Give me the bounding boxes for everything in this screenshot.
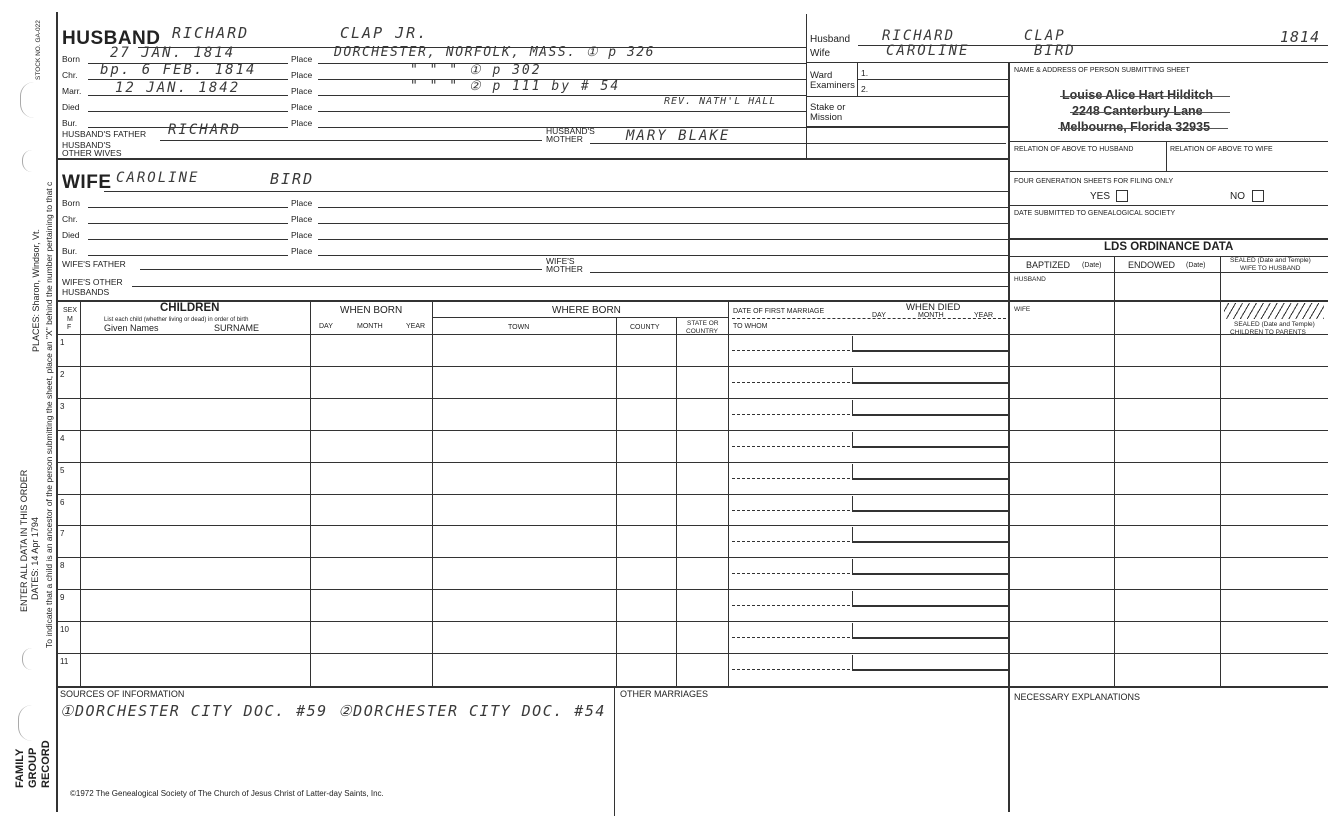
child-row-number: 7 <box>60 529 65 538</box>
yes-label: YES <box>1090 191 1111 202</box>
died-bracket <box>852 559 853 573</box>
given-names-label: Given Names <box>104 323 159 333</box>
husband-marr-label: Marr. <box>62 86 82 96</box>
when-died-label: WHEN DIED <box>906 302 961 313</box>
husband-died-place-label: Place <box>291 102 313 112</box>
marriage-date-dash <box>732 350 850 351</box>
rule <box>318 207 1008 208</box>
rule <box>1008 141 1328 142</box>
husband-chr-date: bp. 6 FEB. 1814 <box>100 62 257 78</box>
date-submitted-label: DATE SUBMITTED TO GENEALOGICAL SOCIETY <box>1014 210 1176 217</box>
child-row-number: 9 <box>60 593 65 602</box>
stake-label-2: Mission <box>810 112 843 123</box>
died-rule <box>852 446 1008 448</box>
col-divider <box>310 300 311 686</box>
form-title-group: GROUP <box>27 747 39 788</box>
header-husband-label: Husband <box>810 34 851 45</box>
died-day-label: DAY <box>872 312 886 319</box>
examiner-1: 1. <box>861 68 869 78</box>
husband-other-wives-label-2: OTHER WIVES <box>62 148 122 158</box>
marriage-date-dash <box>732 541 850 542</box>
died-rule <box>852 478 1008 480</box>
rule <box>857 79 1008 80</box>
submitter-street: 2248 Canterbury Lane <box>1072 104 1203 118</box>
marriage-date-dash <box>732 382 850 383</box>
died-rule <box>852 605 1008 607</box>
form-left-border <box>56 12 58 812</box>
died-bracket <box>852 591 853 605</box>
husband-heading: HUSBAND <box>62 28 161 49</box>
wife-mother-label-2: MOTHER <box>546 264 583 274</box>
other-marriages-label: OTHER MARRIAGES <box>620 689 709 699</box>
rule <box>318 255 1008 256</box>
died-month-label: MONTH <box>918 312 944 319</box>
children-heading: CHILDREN <box>160 302 220 314</box>
husband-mother-label-1: HUSBAND'S <box>546 126 595 136</box>
sex-m-label: M <box>67 316 73 323</box>
endowed-label: ENDOWED <box>1128 260 1175 270</box>
husband-marr-officiant: REV. NATH'L HALL <box>664 96 777 107</box>
rule <box>88 223 288 224</box>
wife-died-place-label: Place <box>291 230 313 240</box>
wife-other-husbands-label-1: WIFE'S OTHER <box>62 277 123 287</box>
binding-arc <box>20 82 35 118</box>
rule <box>88 207 288 208</box>
died-bracket <box>852 655 853 669</box>
died-rule <box>852 414 1008 416</box>
ancestor-instructions: To indicate that a child is an ancestor of the person submitting the sheet, place an "X" behind the number pertaining to that c <box>44 181 54 648</box>
wife-born-place-label: Place <box>291 198 313 208</box>
no-checkbox[interactable] <box>1252 190 1264 202</box>
wife-other-husbands-label-2: HUSBANDS <box>62 287 110 297</box>
table-row <box>56 557 1328 558</box>
child-row-number: 8 <box>60 561 65 570</box>
header-wife-label: Wife <box>810 48 830 59</box>
section-divider <box>56 686 1328 688</box>
strike <box>1070 112 1230 113</box>
table-row <box>56 525 1328 526</box>
submitter-label: NAME & ADDRESS OF PERSON SUBMITTING SHEET <box>1014 67 1190 74</box>
header-wife-given: CAROLINE <box>886 43 970 59</box>
died-rule <box>852 637 1008 639</box>
marriage-date-dash <box>732 446 850 447</box>
children-list-note: List each child (whether living or dead) in order of birth <box>104 317 249 323</box>
husband-surname: CLAP JR. <box>340 24 429 42</box>
rule <box>160 140 542 141</box>
sealed-wife-label-1: SEALED (Date and Temple) <box>1230 257 1311 264</box>
form-title-family: FAMILY <box>14 748 26 788</box>
child-row-number: 1 <box>60 338 65 347</box>
husband-mother-name: MARY BLAKE <box>626 128 731 144</box>
header-husband-surname: CLAP <box>1024 28 1066 44</box>
died-rule <box>852 669 1008 671</box>
necessary-explanations-label: NECESSARY EXPLANATIONS <box>1014 692 1141 702</box>
table-row <box>56 398 1328 399</box>
child-row-number: 3 <box>60 402 65 411</box>
dates-note: DATES: 14 Apr 1794 <box>30 517 40 600</box>
strike <box>1058 128 1228 129</box>
husband-born-label: Born <box>62 54 80 64</box>
to-whom-label: TO WHOM <box>733 323 768 330</box>
rule <box>318 63 806 64</box>
husband-bur-label: Bur. <box>62 118 78 128</box>
marriage-date-dash <box>732 414 850 415</box>
rule <box>432 317 728 318</box>
col-divider <box>432 300 433 686</box>
died-bracket <box>852 527 853 541</box>
col-divider <box>80 300 81 686</box>
stock-number: STOCK NO. GA-022 <box>35 20 42 80</box>
submitter-city: Melbourne, Florida 32935 <box>1060 120 1211 134</box>
section-divider <box>1008 238 1328 240</box>
enter-all-data: ENTER ALL DATA IN THIS ORDER <box>19 469 29 612</box>
year-label: YEAR <box>406 323 426 330</box>
header-year: 1814 <box>1280 28 1321 46</box>
died-rule <box>852 541 1008 543</box>
died-year-label: YEAR <box>974 312 994 319</box>
where-born-label: WHERE BORN <box>552 305 621 316</box>
husband-other-wives-label-1: HUSBAND'S <box>62 140 111 150</box>
submitter-name: Louise Alice Hart Hilditch <box>1062 88 1213 102</box>
state-label-1: STATE OR <box>687 320 719 327</box>
baptized-label: BAPTIZED <box>1026 260 1071 270</box>
relation-husband-label: RELATION OF ABOVE TO HUSBAND <box>1014 146 1134 153</box>
rule <box>590 272 1008 273</box>
section-divider <box>56 158 1008 160</box>
header-divider <box>806 14 807 158</box>
rule <box>1008 272 1328 273</box>
table-row <box>56 366 1328 367</box>
relation-wife-label: RELATION OF ABOVE TO WIFE <box>1170 146 1273 153</box>
binding-arc <box>18 705 33 741</box>
examiner-2: 2. <box>861 84 869 94</box>
col-divider <box>676 317 677 686</box>
wife-chr-place-label: Place <box>291 214 313 224</box>
binding-arc <box>22 150 33 172</box>
yes-checkbox[interactable] <box>1116 190 1128 202</box>
rule <box>806 62 1328 63</box>
surname-label: SURNAME <box>214 323 260 333</box>
wife-surname: BIRD <box>270 170 315 188</box>
examiners-label: Examiners <box>810 80 855 91</box>
sources-text: ①DORCHESTER CITY DOC. #59 ②DORCHESTER CITY DOC. #54 <box>60 702 606 720</box>
when-born-label: WHEN BORN <box>340 305 403 316</box>
rule <box>104 191 1008 192</box>
sources-label: SOURCES OF INFORMATION <box>60 689 185 699</box>
table-row <box>56 462 1328 463</box>
rule <box>1008 171 1328 172</box>
lds-husband-label: HUSBAND <box>1014 276 1046 283</box>
endowed-date-label: (Date) <box>1186 262 1206 269</box>
rule <box>318 239 1008 240</box>
table-row <box>56 621 1328 622</box>
rule <box>806 96 1008 97</box>
marriage-date-dash <box>732 637 850 638</box>
baptized-date-label: (Date) <box>1082 262 1102 269</box>
husband-father-label: HUSBAND'S FATHER <box>62 129 147 139</box>
sealed-hatched-area <box>1224 303 1324 319</box>
died-rule <box>852 510 1008 512</box>
wife-father-label: WIFE'S FATHER <box>62 259 126 269</box>
table-row <box>56 589 1328 590</box>
wife-given-name: CAROLINE <box>116 170 200 186</box>
section-divider <box>56 300 1328 302</box>
binding-arc <box>22 648 33 670</box>
husband-bur-place-label: Place <box>291 118 313 128</box>
ward-label: Ward <box>810 70 833 81</box>
husband-marr-place: " " " ② p 111 by # 54 <box>410 79 621 94</box>
state-label-2: COUNTRY <box>686 328 719 335</box>
rule <box>132 286 1008 287</box>
husband-father-name: RICHARD <box>168 122 242 138</box>
rule <box>88 239 288 240</box>
footer-divider <box>614 686 615 816</box>
col-divider <box>728 300 729 686</box>
husband-died-label: Died <box>62 102 80 112</box>
sealed-children-label-1: SEALED (Date and Temple) <box>1234 321 1315 328</box>
died-rule <box>852 382 1008 384</box>
table-row <box>56 430 1328 431</box>
marriage-date-dash <box>732 669 850 670</box>
child-row-number: 2 <box>60 370 65 379</box>
col-divider <box>616 317 617 686</box>
four-gen-label: FOUR GENERATION SHEETS FOR FILING ONLY <box>1014 178 1174 185</box>
died-rule <box>852 573 1008 575</box>
month-label: MONTH <box>357 323 383 330</box>
places-note: PLACES: Sharon, Windsor, Vt. <box>31 228 41 352</box>
died-bracket <box>852 336 853 350</box>
husband-born-place: DORCHESTER, NORFOLK, MASS. ① p 326 <box>334 45 655 60</box>
child-row-number: 10 <box>60 625 69 634</box>
marriage-header-dash <box>732 318 1006 319</box>
died-bracket <box>852 623 853 637</box>
rule <box>88 111 288 112</box>
rule <box>590 143 1006 144</box>
county-label: COUNTY <box>630 324 660 331</box>
wife-mother-label-1: WIFE'S <box>546 256 575 266</box>
child-row-number: 6 <box>60 498 65 507</box>
husband-marr-date: 12 JAN. 1842 <box>115 80 241 96</box>
child-row-number: 4 <box>60 434 65 443</box>
child-row-number: 5 <box>60 466 65 475</box>
section-divider <box>806 126 1008 128</box>
sealed-wife-label-2: WIFE TO HUSBAND <box>1240 265 1301 272</box>
table-row <box>56 494 1328 495</box>
marriage-date-dash <box>732 478 850 479</box>
rule <box>88 255 288 256</box>
no-label: NO <box>1230 191 1245 202</box>
husband-chr-place-label: Place <box>291 70 313 80</box>
rule <box>318 111 806 112</box>
first-marriage-label: DATE OF FIRST MARRIAGE <box>733 308 825 315</box>
lds-wife-label: WIFE <box>1014 306 1031 313</box>
sex-f-label: F <box>67 324 72 331</box>
died-bracket <box>852 400 853 414</box>
wife-born-label: Born <box>62 198 80 208</box>
died-bracket <box>852 368 853 382</box>
wife-heading: WIFE <box>62 172 112 193</box>
relation-divider <box>1166 141 1167 171</box>
died-rule <box>852 350 1008 352</box>
header-wife-surname: BIRD <box>1034 43 1076 59</box>
day-label: DAY <box>319 323 333 330</box>
died-bracket <box>852 496 853 510</box>
sealed-children-label-2: CHILDREN TO PARENTS <box>1230 329 1306 336</box>
husband-born-place-label: Place <box>291 54 313 64</box>
rule <box>140 269 542 270</box>
header-husband-given: RICHARD <box>882 28 956 44</box>
died-bracket <box>852 432 853 446</box>
town-label: TOWN <box>508 324 530 331</box>
husband-given-name: RICHARD <box>172 24 250 42</box>
marriage-date-dash <box>732 605 850 606</box>
stake-label-1: Stake or <box>810 102 846 113</box>
form-title-record: RECORD <box>40 740 52 788</box>
table-row <box>56 653 1328 654</box>
husband-mother-label-2: MOTHER <box>546 134 583 144</box>
husband-marr-place-label: Place <box>291 86 313 96</box>
marriage-date-dash <box>732 573 850 574</box>
husband-born-date: 27 JAN. 1814 <box>110 45 236 61</box>
right-panel-border <box>1008 62 1010 812</box>
husband-chr-place: " " " ① p 302 <box>410 63 542 78</box>
rule <box>318 223 1008 224</box>
wife-bur-label: Bur. <box>62 246 78 256</box>
rule <box>1008 205 1328 206</box>
wife-died-label: Died <box>62 230 80 240</box>
copyright: ©1972 The Genealogical Society of The Church of Jesus Christ of Latter-day Saints, Inc. <box>70 789 384 798</box>
child-row-number: 11 <box>60 657 69 666</box>
marriage-date-dash <box>732 510 850 511</box>
table-row <box>56 334 1328 335</box>
wife-chr-label: Chr. <box>62 214 78 224</box>
sex-label: SEX <box>63 307 78 314</box>
died-bracket <box>852 464 853 478</box>
wife-bur-place-label: Place <box>291 246 313 256</box>
husband-chr-label: Chr. <box>62 70 78 80</box>
lds-title: LDS ORDINANCE DATA <box>1104 241 1234 253</box>
strike <box>1060 96 1230 97</box>
